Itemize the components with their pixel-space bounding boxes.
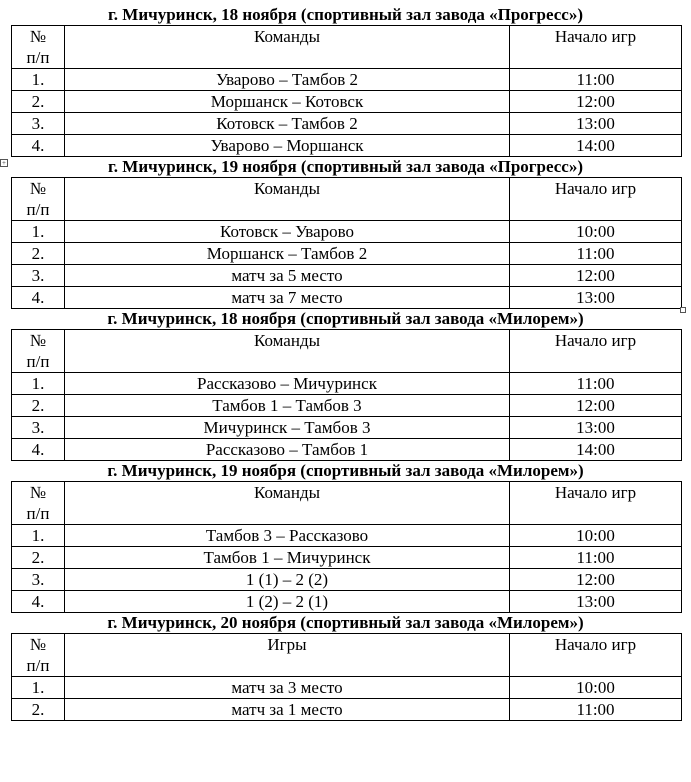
- header-num-symbol: №: [29, 635, 47, 654]
- schedule-table[interactable]: [11, 177, 682, 309]
- row-time-cell[interactable]: 14:00: [510, 439, 682, 461]
- section-title: г. Мичуринск, 18 ноября (спортивный зал завода «Милорем»): [107, 309, 584, 328]
- table-header-row: [12, 482, 682, 525]
- row-teams-cell[interactable]: Моршанск – Котовск: [65, 91, 510, 113]
- row-time-cell[interactable]: 12:00: [510, 569, 682, 591]
- row-time-cell[interactable]: 12:00: [510, 265, 682, 287]
- table-row: [12, 221, 682, 243]
- row-time-cell[interactable]: 12:00: [510, 91, 682, 113]
- table-row: [12, 699, 682, 721]
- row-time-cell[interactable]: 13:00: [510, 591, 682, 613]
- header-num-symbol: №: [29, 179, 47, 198]
- table-row: [12, 113, 682, 135]
- table-header-row: [12, 178, 682, 221]
- section-title: г. Мичуринск, 20 ноября (спортивный зал завода «Милорем»): [107, 613, 584, 632]
- table-row: [12, 677, 682, 699]
- header-start-cell[interactable]: Начало игр: [510, 330, 682, 373]
- table-row: [12, 439, 682, 461]
- row-teams-cell[interactable]: матч за 7 место: [65, 287, 510, 309]
- row-num-cell[interactable]: 1.: [12, 221, 65, 243]
- table-row: [12, 287, 682, 309]
- row-num-cell[interactable]: 3.: [12, 569, 65, 591]
- row-num-cell[interactable]: 4.: [12, 135, 65, 157]
- row-teams-cell[interactable]: Котовск – Уварово: [65, 221, 510, 243]
- header-num-symbol: №: [29, 331, 47, 350]
- row-time-cell[interactable]: 10:00: [510, 221, 682, 243]
- table-row: [12, 243, 682, 265]
- row-time-cell[interactable]: 11:00: [510, 547, 682, 569]
- row-time-cell[interactable]: 11:00: [510, 373, 682, 395]
- header-start-cell[interactable]: Начало игр: [510, 634, 682, 677]
- row-time-cell[interactable]: 13:00: [510, 113, 682, 135]
- row-time-cell[interactable]: 11:00: [510, 69, 682, 91]
- row-teams-cell[interactable]: Моршанск – Тамбов 2: [65, 243, 510, 265]
- row-time-cell[interactable]: 12:00: [510, 395, 682, 417]
- section-title: г. Мичуринск, 18 ноября (спортивный зал завода «Прогресс»): [108, 5, 583, 24]
- header-num-abbr: п/п: [26, 48, 50, 67]
- table-move-handle-icon[interactable]: +: [0, 159, 8, 167]
- table-resize-handle-icon[interactable]: [680, 307, 686, 313]
- row-teams-cell[interactable]: матч за 3 место: [65, 677, 510, 699]
- row-teams-cell[interactable]: Мичуринск – Тамбов 3: [65, 417, 510, 439]
- schedule-table[interactable]: [11, 329, 682, 461]
- row-time-cell[interactable]: 11:00: [510, 699, 682, 721]
- row-num-cell[interactable]: 1.: [12, 373, 65, 395]
- row-num-cell[interactable]: 3.: [12, 113, 65, 135]
- header-num-abbr: п/п: [26, 200, 50, 219]
- row-teams-cell[interactable]: Тамбов 1 – Тамбов 3: [65, 395, 510, 417]
- header-num-cell[interactable]: [12, 482, 65, 525]
- row-teams-cell[interactable]: Рассказово – Тамбов 1: [65, 439, 510, 461]
- row-num-cell[interactable]: 1.: [12, 69, 65, 91]
- header-num-symbol: №: [29, 483, 47, 502]
- row-teams-cell[interactable]: матч за 5 место: [65, 265, 510, 287]
- row-teams-cell[interactable]: Уварово – Тамбов 2: [65, 69, 510, 91]
- header-start-cell[interactable]: Начало игр: [510, 178, 682, 221]
- row-time-cell[interactable]: 10:00: [510, 525, 682, 547]
- row-teams-cell[interactable]: Тамбов 1 – Мичуринск: [65, 547, 510, 569]
- row-time-cell[interactable]: 13:00: [510, 287, 682, 309]
- row-teams-cell[interactable]: Рассказово – Мичуринск: [65, 373, 510, 395]
- row-time-cell[interactable]: 11:00: [510, 243, 682, 265]
- table-row: [12, 265, 682, 287]
- header-num-cell[interactable]: [12, 178, 65, 221]
- section-title: г. Мичуринск, 19 ноября (спортивный зал завода «Милорем»): [107, 461, 584, 480]
- row-num-cell[interactable]: 3.: [12, 417, 65, 439]
- header-num-symbol: №: [29, 27, 47, 46]
- row-num-cell[interactable]: 2.: [12, 243, 65, 265]
- row-teams-cell[interactable]: матч за 1 место: [65, 699, 510, 721]
- row-num-cell[interactable]: 2.: [12, 547, 65, 569]
- header-start-cell[interactable]: Начало игр: [510, 482, 682, 525]
- header-teams-cell[interactable]: Команды: [65, 26, 510, 69]
- table-row: [12, 569, 682, 591]
- table-row: [12, 91, 682, 113]
- row-num-cell[interactable]: 2.: [12, 699, 65, 721]
- schedule-table[interactable]: [11, 25, 682, 157]
- table-header-row: [12, 26, 682, 69]
- row-teams-cell[interactable]: Тамбов 3 – Рассказово: [65, 525, 510, 547]
- header-num-abbr: п/п: [26, 352, 50, 371]
- schedule-table[interactable]: [11, 633, 682, 721]
- row-num-cell[interactable]: 2.: [12, 395, 65, 417]
- table-row: [12, 135, 682, 157]
- header-num-cell[interactable]: [12, 330, 65, 373]
- table-row: [12, 69, 682, 91]
- table-row: [12, 591, 682, 613]
- header-teams-cell[interactable]: Команды: [65, 178, 510, 221]
- row-num-cell[interactable]: 1.: [12, 525, 65, 547]
- row-time-cell[interactable]: 14:00: [510, 135, 682, 157]
- table-row: [12, 547, 682, 569]
- header-teams-cell[interactable]: Команды: [65, 482, 510, 525]
- row-teams-cell[interactable]: Уварово – Моршанск: [65, 135, 510, 157]
- table-row: [12, 525, 682, 547]
- row-num-cell[interactable]: 1.: [12, 677, 65, 699]
- row-num-cell[interactable]: 4.: [12, 439, 65, 461]
- row-num-cell[interactable]: 3.: [12, 265, 65, 287]
- row-num-cell[interactable]: 4.: [12, 287, 65, 309]
- table-row: [12, 395, 682, 417]
- table-header-row: [12, 634, 682, 677]
- row-num-cell[interactable]: 4.: [12, 591, 65, 613]
- row-time-cell[interactable]: 13:00: [510, 417, 682, 439]
- row-teams-cell[interactable]: Котовск – Тамбов 2: [65, 113, 510, 135]
- row-teams-cell[interactable]: 1 (2) – 2 (1): [65, 591, 510, 613]
- header-num-abbr: п/п: [26, 656, 50, 675]
- section-title: г. Мичуринск, 19 ноября (спортивный зал завода «Прогресс»): [108, 157, 583, 176]
- header-num-abbr: п/п: [26, 504, 50, 523]
- document-page: [2, 0, 680, 721]
- table-row: [12, 417, 682, 439]
- top-clipped-area: [11, 0, 680, 5]
- row-num-cell[interactable]: 2.: [12, 91, 65, 113]
- header-games-cell[interactable]: Игры: [65, 634, 510, 677]
- table-header-row: [12, 330, 682, 373]
- table-row: [12, 373, 682, 395]
- header-num-cell[interactable]: [12, 634, 65, 677]
- row-teams-cell[interactable]: 1 (1) – 2 (2): [65, 569, 510, 591]
- schedule-table[interactable]: [11, 481, 682, 613]
- header-teams-cell[interactable]: Команды: [65, 330, 510, 373]
- row-time-cell[interactable]: 10:00: [510, 677, 682, 699]
- header-start-cell[interactable]: Начало игр: [510, 26, 682, 69]
- header-num-cell[interactable]: [12, 26, 65, 69]
